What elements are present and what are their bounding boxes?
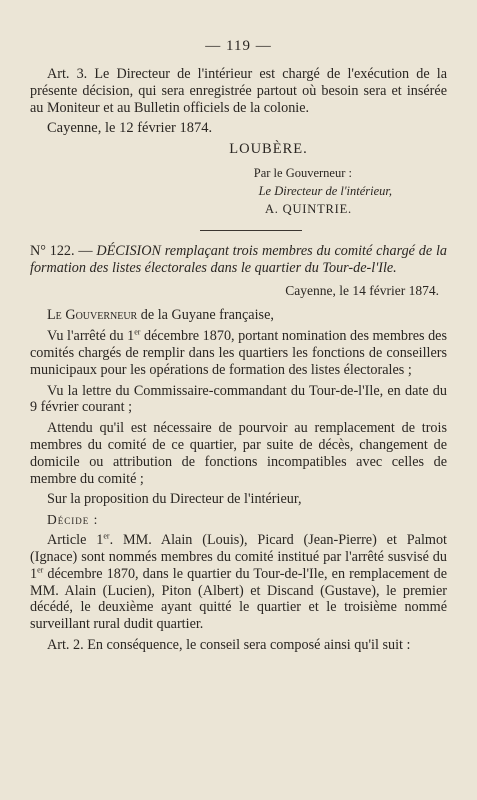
vu-arrete-a: Vu l'arrêté du 1	[47, 328, 135, 345]
gouverneur-line	[30, 307, 447, 324]
vu-arrete-sup: er	[134, 327, 141, 337]
signature-quintrie: A. QUINTRIE.	[264, 202, 352, 217]
vu-arrete-paragraph	[30, 328, 447, 378]
signature-directeur: Le Directeur de l'intérieur,	[258, 184, 392, 199]
gouverneur-lead: Le Gouverneur	[47, 307, 138, 324]
article-1-sup1: er	[103, 531, 110, 541]
attendu-paragraph: Attendu qu'il est nécessaire de pourvoir au remplacement de trois membres du comité de ce quartier, par suite de décès, changement de domicile ou attribution de fonctions incompatibles avec celles de membre du comité ;	[30, 420, 447, 487]
proposition-paragraph: Sur la proposition du Directeur de l'intérieur,	[47, 491, 302, 508]
date-line-2: Cayenne, le 14 février 1874.	[285, 283, 439, 299]
date-line-1: Cayenne, le 12 février 1874.	[47, 120, 213, 137]
decide-heading: Décide :	[47, 512, 99, 528]
article-1	[30, 532, 447, 633]
article-1-sup2: er	[37, 565, 44, 575]
article-1-a: Article 1	[47, 532, 104, 549]
signature-par-le-gouverneur: Par le Gouverneur :	[253, 166, 352, 181]
page-number: — 119 —	[205, 38, 272, 54]
article-2: Art. 2. En conséquence, le conseil sera composé ainsi qu'il suit :	[47, 636, 411, 653]
gouverneur-rest: de la Guyane française,	[137, 307, 274, 324]
section-divider	[200, 230, 302, 231]
decision-number: N° 122. —	[30, 243, 93, 260]
signature-name: LOUBÈRE.	[229, 141, 308, 158]
article-1-c: décembre 1870, dans le quartier du Tour-de-l'Ile, en remplacement de MM. Alain (Lucien), Piton (Albert) et Discand (Gustave), le premier décédé, le deuxième ayant quitté le quartier et le troisième nommé surveillant rural dudit quartier.	[30, 565, 447, 633]
vu-lettre-paragraph: Vu la lettre du Commissaire-commandant du Tour-de-l'Ile, en date du 9 février courant ;	[30, 382, 447, 416]
decision-heading	[30, 243, 447, 277]
vu-arrete-b: décembre 1870, portant nomination des membres des comités chargés de remplir dans les quartiers les fonctions de conseillers municipaux pour les opérations de formation des listes électorales ;	[30, 328, 447, 378]
article-1-b: . MM. Alain (Louis), Picard (Jean-Pierre) et Palmot (Ignace) sont nommés membres du comité institué par l'arrêté susvisé du 1	[30, 532, 447, 582]
decision-title: DÉCISION remplaçant trois membres du comité chargé de la formation des listes électorales dans le quartier du Tour-de-l'Ile.	[30, 243, 447, 277]
article-3: Art. 3. Le Directeur de l'intérieur est chargé de l'exécution de la présente décision, qui sera enregistrée partout où besoin sera et insérée au Moniteur et au Bulletin officiels de la colonie.	[30, 66, 447, 116]
